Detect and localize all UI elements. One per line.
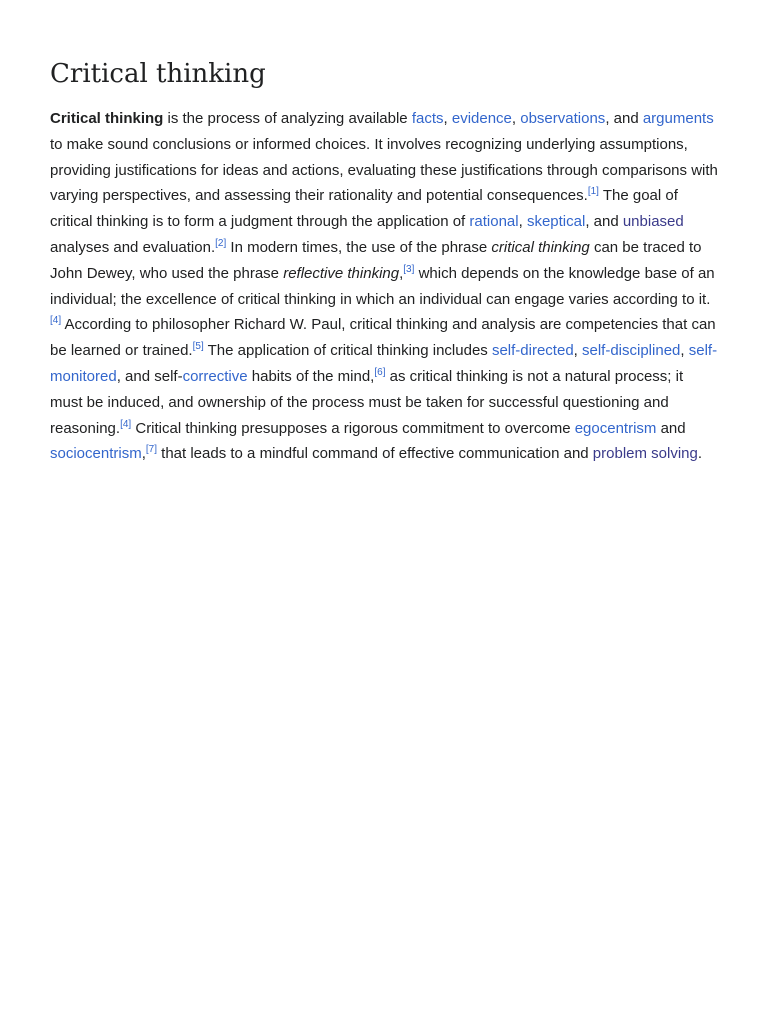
page-title: Critical thinking bbox=[50, 59, 266, 89]
text-run: . bbox=[697, 445, 703, 463]
citation-link-3[interactable]: [3] bbox=[403, 263, 415, 275]
text-run: In modern times, the use of the phrase bbox=[226, 238, 492, 256]
citation-link-1[interactable]: [1] bbox=[587, 186, 599, 198]
text-run: According to philosopher Richard W. Paul, critical thinking and analysis are competencies that can be learned or trained. bbox=[50, 316, 716, 360]
citation-7 bbox=[146, 444, 157, 455]
text-run: and bbox=[656, 419, 686, 437]
text-run: , and bbox=[605, 110, 643, 127]
text-run: , bbox=[518, 213, 527, 231]
link-facts[interactable]: facts bbox=[411, 110, 444, 127]
citation-5 bbox=[193, 341, 204, 352]
citation-2 bbox=[215, 238, 226, 249]
citation-6 bbox=[374, 367, 385, 378]
citation-4-repeat bbox=[120, 419, 131, 430]
italic-term: critical thinking bbox=[491, 238, 590, 256]
link-skeptical[interactable]: skeptical bbox=[526, 213, 586, 231]
citation-1 bbox=[588, 186, 599, 197]
citation-link-2[interactable]: [2] bbox=[215, 237, 227, 249]
text-run: , and self- bbox=[116, 367, 183, 385]
citation-link-5[interactable]: [5] bbox=[192, 341, 204, 353]
link-self-monitored[interactable]: self-monitored bbox=[50, 342, 718, 385]
link-problem-solving[interactable]: problem solving bbox=[592, 445, 698, 463]
text-run: which depends on the knowledge base of an individual; the excellence of critical thinking in which an individual can engage varies according to it. bbox=[50, 264, 715, 308]
text-run: analyses and evaluation. bbox=[50, 238, 216, 256]
text-run: that leads to a mindful command of effective communication and bbox=[157, 445, 593, 463]
citation-link-6[interactable]: [6] bbox=[374, 366, 386, 378]
link-egocentrism[interactable]: egocentrism bbox=[574, 419, 657, 437]
text-run: , bbox=[443, 110, 452, 127]
link-rational[interactable]: rational bbox=[469, 213, 519, 231]
link-self-directed[interactable]: self-directed bbox=[491, 342, 574, 360]
text-run: to make sound conclusions or informed choices. It involves recognizing underlying assumptions, providing justifications for ideas and actions, evaluating these justifications through comparisons with varying perspectives, and assessing their rationality and potential consequences. bbox=[50, 135, 718, 205]
text-run: The application of critical thinking includes bbox=[203, 342, 492, 360]
bold-term: Critical thinking bbox=[50, 110, 164, 127]
text-run: , bbox=[680, 342, 689, 360]
text-run: habits of the mind, bbox=[247, 367, 375, 385]
italic-term: reflective thinking bbox=[283, 264, 400, 282]
text-run: , bbox=[399, 264, 404, 282]
text-run: can be traced to John Dewey, who used the phrase bbox=[50, 238, 702, 282]
text-run: , bbox=[141, 445, 146, 463]
text-run: as critical thinking is not a natural process; it must be induced, and ownership of the process must be taken for successful questioning and reasoning. bbox=[50, 367, 684, 437]
link-observations[interactable]: observations bbox=[520, 110, 606, 127]
text-run: The goal of critical thinking is to form a judgment through the application of bbox=[50, 187, 678, 231]
link-self-disciplined[interactable]: self-disciplined bbox=[582, 342, 681, 360]
link-unbiased[interactable]: unbiased bbox=[622, 213, 684, 231]
link-corrective[interactable]: corrective bbox=[182, 367, 248, 385]
text-run: Critical thinking presupposes a rigorous commitment to overcome bbox=[131, 419, 575, 437]
text-run: , bbox=[573, 342, 582, 360]
citation-3 bbox=[403, 264, 414, 275]
link-evidence[interactable]: evidence bbox=[451, 110, 512, 127]
link-sociocentrism[interactable]: sociocentrism bbox=[50, 445, 142, 463]
text-run: is the process of analyzing available bbox=[163, 110, 412, 127]
citation-link-4[interactable]: [4] bbox=[50, 315, 62, 327]
text-run: , bbox=[511, 110, 521, 127]
citation-link-7[interactable]: [7] bbox=[145, 444, 157, 456]
citation-link-4-repeat[interactable]: [4] bbox=[120, 418, 132, 430]
text-run: , and bbox=[585, 213, 623, 231]
lead-paragraph bbox=[50, 106, 718, 467]
link-arguments[interactable]: arguments bbox=[642, 110, 714, 127]
citation-4 bbox=[50, 315, 61, 326]
